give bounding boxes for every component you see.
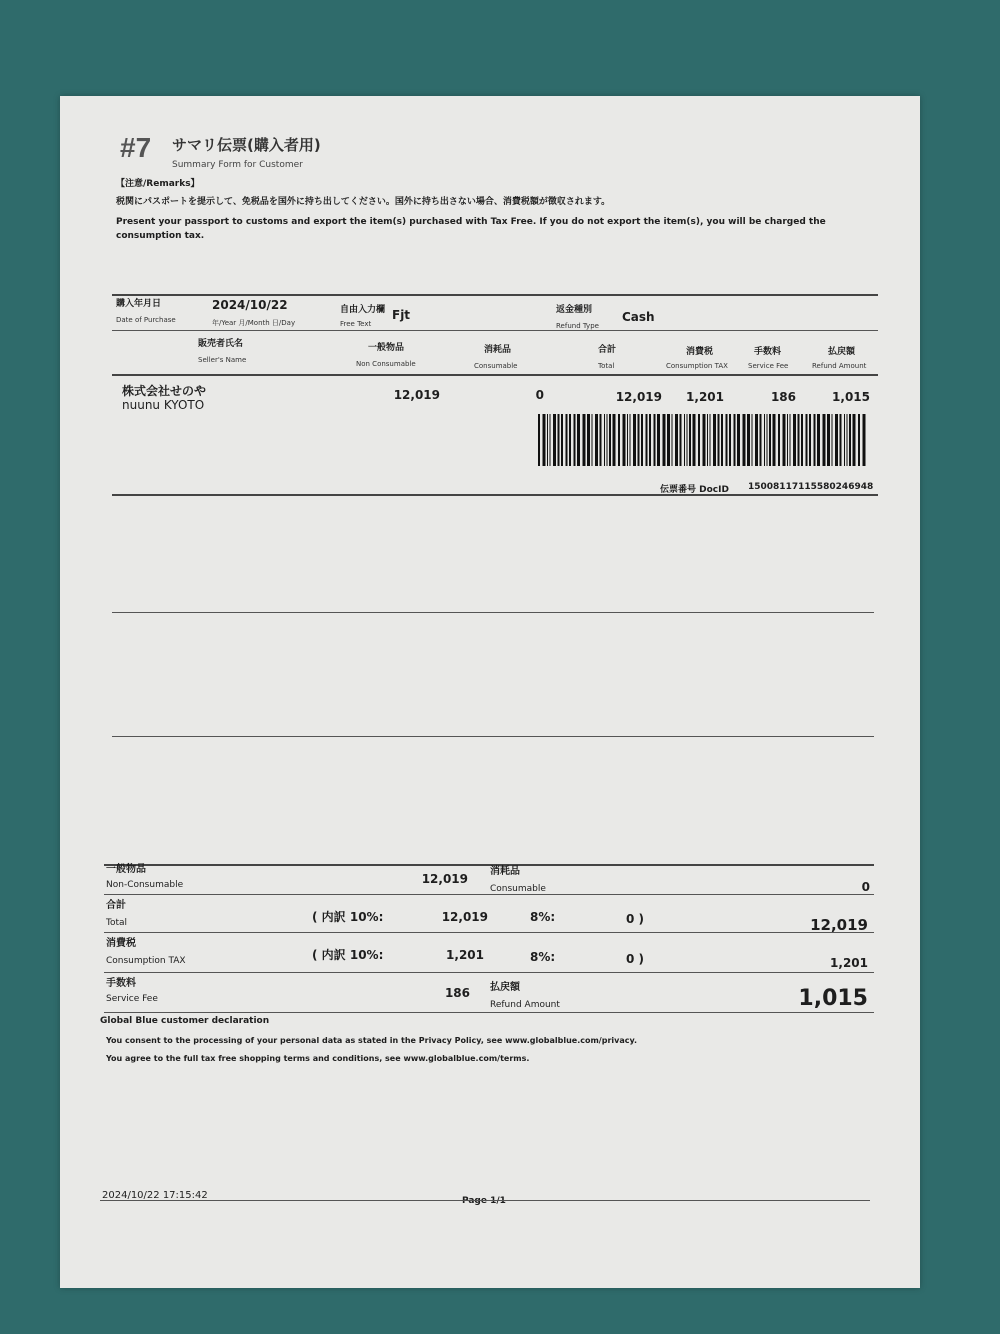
declaration-line-1: You consent to the processing of your personal data as stated in the Privacy Policy, see www.globalblue.com/privacy. [106,1036,638,1045]
remarks-label: 【注意/Remarks】 [116,179,200,189]
col-noncons-en: Non Consumable [356,360,416,368]
barcode-bar [583,414,586,466]
summary-rule-2 [104,932,874,933]
barcode-bar [847,414,848,466]
barcode-bar [823,414,826,466]
rule-2 [112,612,874,613]
summary-tax-value: 1,201 [830,956,868,970]
barcode-bar [737,414,740,466]
col-cons-en: Consumable [474,362,518,370]
row-tax: 1,201 [686,390,724,404]
barcode-bar [783,414,786,466]
barcode-bar [687,414,688,466]
summary-total-8: 0 ) [626,912,645,926]
barcode-bar [849,414,851,466]
summary-fee-jp: 手数料 [106,978,136,989]
barcode-bar [675,414,678,466]
barcode-bar [793,414,796,466]
barcode-bar [638,414,640,466]
barcode-bar [798,414,800,466]
barcode-bar [657,414,660,466]
barcode-bar [858,414,860,466]
barcode-bar [767,414,768,466]
barcode-bar [844,414,845,466]
summary-tax-jp: 消費税 [106,938,136,949]
barcode-bar [752,414,753,466]
footer-timestamp: 2024/10/22 17:15:42 [102,1190,208,1201]
barcode-bar [747,414,750,466]
barcode-bar [713,414,716,466]
barcode-bar [809,414,811,466]
date-value: 2024/10/22 [212,298,288,312]
col-fee-jp: 手数料 [754,347,782,357]
barcode-bar [814,414,816,466]
col-cons-jp: 消耗品 [484,345,512,355]
summary-rule-3 [104,972,874,973]
refund-type-value: Cash [622,310,655,324]
barcode-bar [627,414,628,466]
barcode-bar [853,414,856,466]
table-header-rule [112,330,878,331]
refund-type-label-en: Refund Type [556,322,599,330]
barcode-bar [790,414,791,466]
rule-1 [112,494,878,496]
form-title-jp: サマリ伝票(購入者用) [172,136,321,154]
summary-fee-en: Service Fee [106,994,158,1004]
row-cons: 0 [535,388,544,402]
barcode-bar [587,414,590,466]
barcode-bar [773,414,776,466]
col-refund-en: Refund Amount [812,362,867,370]
summary-cons-en: Consumable [490,884,546,894]
barcode-bar [538,414,540,466]
barcode-bar [710,414,711,466]
summary-total-8-label: 8%: [530,910,556,924]
barcode-bar [595,414,598,466]
row-fee: 186 [770,390,796,404]
summary-tax-8-label: 8%: [530,950,556,964]
refund-type-label-jp: 返金種別 [556,305,593,315]
barcode-bar [613,414,616,466]
form-number: #7 [120,132,152,163]
rule-3 [112,736,874,737]
docid-label: 伝票番号 DocID [660,485,729,495]
tax-free-receipt [60,96,920,1288]
summary-rule-1 [104,894,874,895]
free-text-value: Fjt [392,308,411,322]
barcode-bar [729,414,731,466]
barcode-bar [840,414,842,466]
barcode-bar [600,414,602,466]
barcode-bar [769,414,771,466]
barcode-bar [646,414,648,466]
free-text-label-en: Free Text [340,320,372,328]
barcode-bar [550,414,551,466]
summary-noncons-jp: 一般物品 [106,864,146,875]
seller-name-en: nuunu KYOTO [122,398,205,412]
col-noncons-jp: 一般物品 [368,343,405,353]
remarks-en-1: Present your passport to customs and export the item(s) purchased with Tax Free. If you do not export the item(s), you will be charged the [116,217,826,227]
barcode-bar [707,414,708,466]
row-noncons: 12,019 [393,388,440,402]
barcode-bar [558,414,560,466]
row-total: 12,019 [615,390,662,404]
barcode-bar [547,414,548,466]
date-label-en: Date of Purchase [116,316,176,324]
barcode-bar [743,414,746,466]
col-total-jp: 合計 [598,345,617,355]
summary-fee-value: 186 [444,986,470,1000]
col-seller-jp: 販売者氏名 [198,339,244,349]
barcode-bar [574,414,576,466]
col-refund-jp: 払戻額 [828,347,856,357]
barcode-bar [543,414,546,466]
barcode-bar [698,414,700,466]
barcode-bar [618,414,620,466]
barcode-bar [663,414,666,466]
barcode-bar [672,414,673,466]
docid-value: 15008117115580246948 [748,482,874,492]
declaration-line-2: You agree to the full tax free shopping terms and conditions, see www.globalblue.com/terms. [106,1054,530,1063]
barcode-bar [734,414,736,466]
barcode-bar [649,414,651,466]
barcode-bar [832,414,833,466]
barcode-bar [609,414,611,466]
summary-top-rule [104,864,874,866]
barcode-bar [684,414,685,466]
barcode-bar [607,414,608,466]
barcode-bar [721,414,723,466]
summary-noncons-value: 12,019 [421,872,468,886]
barcode-bar [703,414,706,466]
summary-tax-8: 0 ) [626,952,645,966]
remarks-jp: 税関にパスポートを提示して、免税品を国外に持ち出してください。国外に持ち出さない場合、消費税額が徴収されます。 [116,197,611,207]
summary-total-10: 12,019 [441,910,488,924]
declaration-title: Global Blue customer declaration [100,1016,270,1026]
remarks-en-2: consumption tax. [116,231,205,241]
summary-tax-en: Consumption TAX [106,956,186,966]
summary-total-value: 12,019 [810,916,868,934]
barcode-bar [566,414,568,466]
row-refund: 1,015 [832,390,870,404]
barcode-bar [760,414,762,466]
barcode-bar [630,414,631,466]
barcode-bar [863,414,866,466]
barcode-bar [553,414,556,466]
summary-total-breakdown-open: ( 内訳 10%: [312,910,384,924]
seller-name-jp: 株式会社せのや [122,384,207,398]
barcode-bar [787,414,788,466]
barcode [536,414,870,466]
barcode-bar [801,414,803,466]
summary-total-jp: 合計 [106,900,126,911]
barcode-bar [835,414,838,466]
free-text-label-jp: 自由入力欄 [340,305,386,315]
form-title-en: Summary Form for Customer [172,160,303,170]
summary-refund-en: Refund Amount [490,1000,560,1010]
barcode-bar [806,414,808,466]
barcode-bar [689,414,691,466]
summary-noncons-en: Non-Consumable [106,880,184,890]
summary-refund-value: 1,015 [798,986,868,1011]
col-seller-en: Seller's Name [198,356,247,364]
footer-rule [100,1200,870,1201]
barcode-bar [726,414,728,466]
barcode-bar [654,414,656,466]
barcode-bar [755,414,758,466]
barcode-bar [592,414,593,466]
summary-cons-jp: 消耗品 [490,866,520,877]
summary-tax-breakdown-open: ( 内訳 10%: [312,948,384,962]
summary-tax-10: 1,201 [446,948,484,962]
barcode-bar [604,414,605,466]
barcode-bar [633,414,636,466]
table-top-rule [112,294,878,296]
col-tax-en: Consumption TAX [666,362,728,370]
barcode-bar [764,414,765,466]
col-total-en: Total [598,362,615,370]
col-tax-jp: 消費税 [686,347,714,357]
barcode-bar [561,414,563,466]
barcode-bar [569,414,571,466]
table-columns-rule [112,374,878,376]
barcode-bar [827,414,830,466]
col-fee-en: Service Fee [748,362,789,370]
barcode-bar [778,414,780,466]
barcode-bar [641,414,643,466]
summary-bottom-rule [104,1012,874,1013]
barcode-bar [577,414,580,466]
date-label-jp: 購入年月日 [116,299,162,309]
summary-total-en: Total [106,918,128,928]
summary-cons-value: 0 [861,880,870,894]
barcode-bar [623,414,626,466]
barcode-bar [693,414,696,466]
barcode-bar [817,414,820,466]
barcode-bar [680,414,682,466]
date-format: 年/Year 月/Month 日/Day [212,319,296,327]
footer-page: Page 1/1 [462,1196,506,1206]
barcode-bar [667,414,670,466]
summary-refund-jp: 払戻額 [490,982,520,993]
barcode-bar [718,414,720,466]
